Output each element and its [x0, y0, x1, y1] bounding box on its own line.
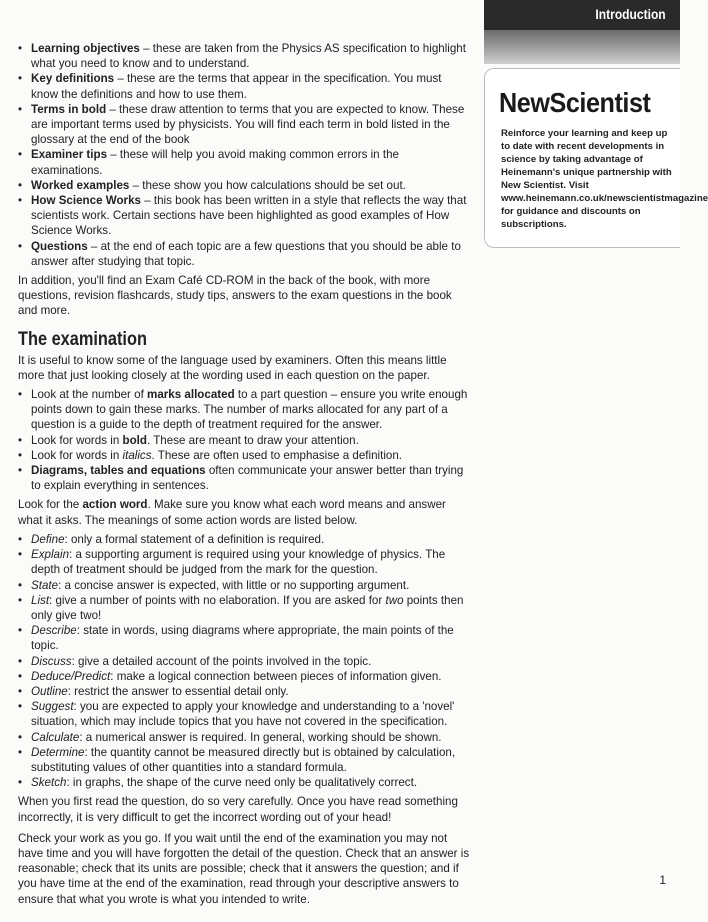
closing-paragraph-2: Check your work as you go. If you wait until the end of the examination you may not have time and you will have forgotten the detail of the question. Check that an answer is reasonable; check that its units are possible; check that it answers the question; and if you have time at the end of the examination, read through your descriptive answers to ensure that what you wrote is what you intended to write. [18, 831, 470, 906]
list-item: • Terms in bold – these draw attention to terms that you are expected to know. These are important terms used by physicists. You will find each term in bold listed in the glossary at the end of the book [18, 102, 470, 148]
exam-tips-list [18, 387, 470, 493]
list-item: • Outline: restrict the answer to essential detail only. [18, 684, 470, 699]
list-item: • Look for words in bold. These are meant to draw your attention. [18, 433, 470, 448]
list-item: • Define: only a formal statement of a definition is required. [18, 532, 470, 547]
list-item: • Sketch: in graphs, the shape of the curve need only be qualitatively correct. [18, 775, 470, 790]
main-content [18, 41, 470, 907]
features-list [18, 41, 470, 269]
list-item: • Describe: state in words, using diagrams where appropriate, the main points of the topic. [18, 623, 470, 653]
action-word-intro: Look for the action word. Make sure you know what each word means and answer what it asks. The meanings of some action words are listed below. [18, 498, 446, 527]
list-item: • Look at the number of marks allocated to a part question – ensure you write enough points down to gain these marks. The number of marks allocated for any part of a question is a guide to the depth of treatment required for the answer. [18, 387, 470, 433]
list-item: • List: give a number of points with no elaboration. If you are asked for two points then only give two! [18, 593, 470, 623]
section-title: Introduction [595, 6, 666, 22]
list-item: • Key definitions – these are the terms that appear in the specification. You must know the definitions and how to use them. [18, 71, 470, 101]
new-scientist-promo-box [484, 68, 708, 248]
list-item: • Explain: a supporting argument is required using your knowledge of physics. The depth of treatment should be judged from the mark for the question. [18, 547, 470, 577]
header-gradient [484, 30, 680, 64]
section-heading: The examination [18, 328, 147, 350]
list-item: • Deduce/Predict: make a logical connection between pieces of information given. [18, 669, 470, 684]
list-item: • State: a concise answer is expected, with little or no supporting argument. [18, 578, 470, 593]
exam-cafe-paragraph: In addition, you'll find an Exam Café CD-ROM in the back of the book, with more questions, revision flashcards, study tips, answers to the exam questions in the book and more. [18, 274, 452, 318]
closing-paragraph-1: When you first read the question, do so very carefully. Once you have read something incorrectly, it is very difficult to get the incorrect wording out of your head! [18, 795, 458, 824]
list-item: • Determine: the quantity cannot be measured directly but is obtained by calculation, substituting values of other quantities into a standard formula. [18, 745, 470, 775]
section-header-bar [484, 0, 680, 30]
list-item: • Worked examples – these show you how calculations should be set out. [18, 178, 470, 193]
examination-intro: It is useful to know some of the language used by examiners. Often this means little more that just looking closely at the wording used in each question on the paper. [18, 353, 447, 382]
list-item: • Learning objectives – these are taken from the Physics AS specification to highlight what you need to know and to understand. [18, 41, 470, 71]
promo-text: Reinforce your learning and keep up to date with recent developments in science by taking advantage of Heinemann's unique partnership with New Scientist. Visit www.heinemann.co.uk/newscientistmagazine for guidance and discounts on subscriptions. [501, 128, 708, 230]
list-item: • Discuss: give a detailed account of the points involved in the topic. [18, 654, 470, 669]
action-words-list [18, 532, 470, 790]
list-item: • Examiner tips – these will help you avoid making common errors in the examinations. [18, 147, 470, 177]
list-item: • How Science Works – this book has been written in a style that reflects the way that scientists work. Certain sections have been highlighted as good examples of How Science Works. [18, 193, 470, 239]
list-item: • Questions – at the end of each topic are a few questions that you should be able to answer after studying that topic. [18, 239, 470, 269]
list-item: • Calculate: a numerical answer is required. In general, working should be shown. [18, 730, 470, 745]
new-scientist-logo: NewScientist [499, 87, 651, 118]
list-item: • Look for words in italics. These are often used to emphasise a definition. [18, 448, 470, 463]
list-item: • Suggest: you are expected to apply your knowledge and understanding to a 'novel' situation, which may include topics that you have not covered in the specification. [18, 699, 470, 729]
page-number: 1 [659, 873, 666, 887]
list-item: • Diagrams, tables and equations often communicate your answer better than trying to explain everything in sentences. [18, 463, 470, 493]
